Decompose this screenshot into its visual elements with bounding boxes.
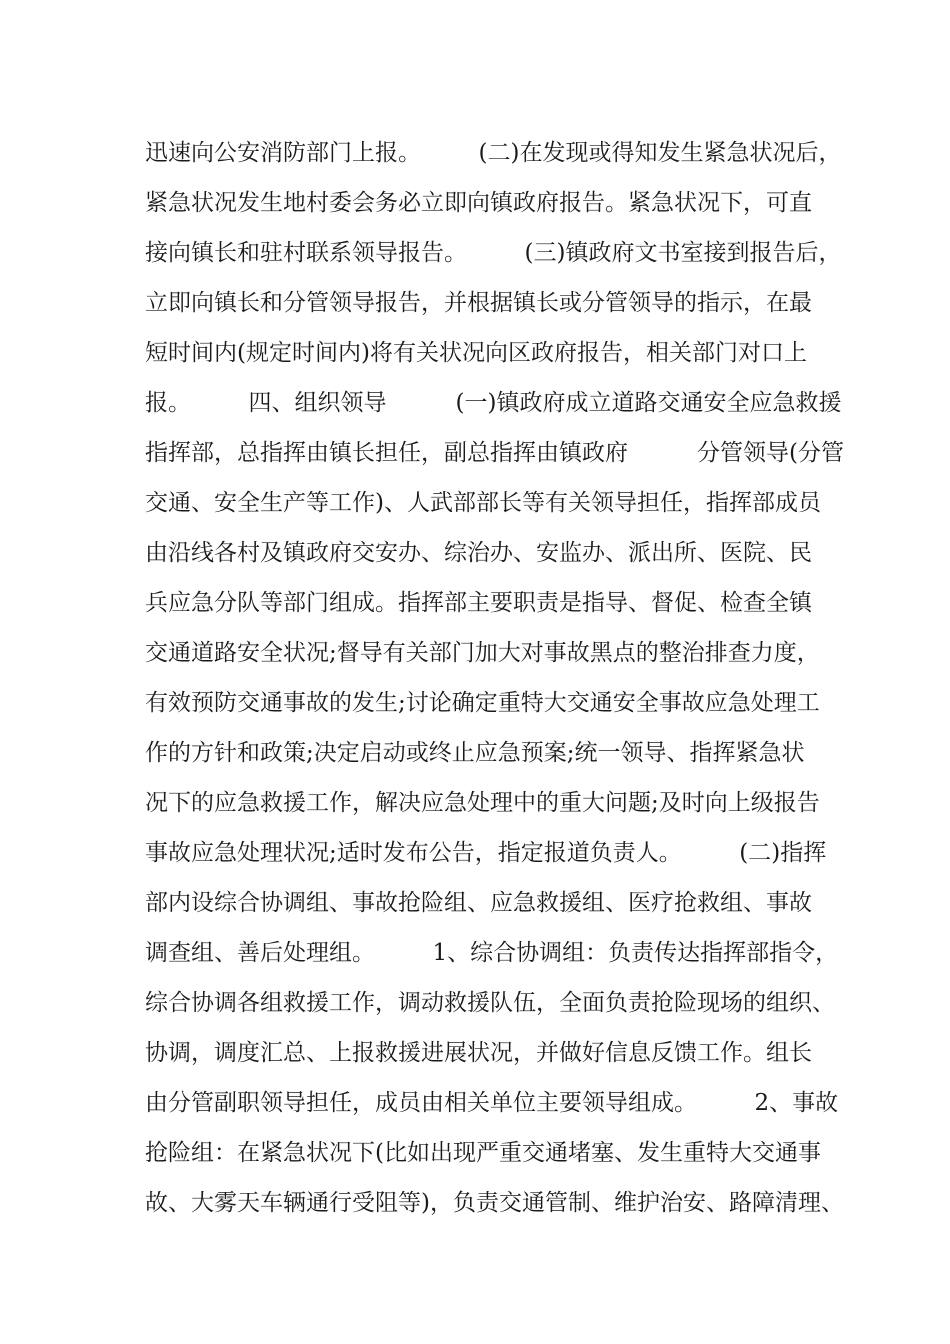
text-line: 立即向镇长和分管领导报告，并根据镇长或分管领导的指示，在最: [145, 290, 812, 316]
text-line: 由分管副职领导担任，成员由相关单位主要领导组成。 2、事故: [145, 1090, 839, 1116]
text-line: 协调，调度汇总、上报救援进展状况，并做好信息反馈工作。组长: [145, 1040, 812, 1066]
text-line: 交通道路安全状况;督导有关部门加大对事故黑点的整治排查力度，: [145, 640, 820, 666]
text-line: 作的方针和政策;决定启动或终止应急预案;统一领导、指挥紧急状: [145, 740, 805, 766]
text-line: 接向镇长和驻村联系领导报告。 (三)镇政府文书室接到报告后，: [145, 240, 842, 266]
text-line: 交通、安全生产等工作)、人武部部长等有关领导担任，指挥部成员: [145, 490, 821, 516]
text-line: 事故应急处理状况;适时发布公告，指定报道负责人。 (二)指挥: [145, 840, 827, 866]
text-line: 短时间内(规定时间内)将有关状况向区政府报告，相关部门对口上: [145, 340, 807, 366]
text-line: 有效预防交通事故的发生;讨论确定重特大交通安全事故应急处理工: [145, 690, 820, 716]
text-line: 综合协调各组救援工作，调动救援队伍，全面负责抢险现场的组织、: [145, 990, 835, 1016]
text-line: 抢险组：在紧急状况下(比如出现严重交通堵塞、发生重特大交通事: [145, 1140, 821, 1166]
text-line: 兵应急分队等部门组成。指挥部主要职责是指导、督促、检查全镇: [145, 590, 812, 616]
text-line: 故、大雾天车辆通行受阻等)，负责交通管制、维护治安、路障清理、: [145, 1190, 844, 1216]
text-line: 况下的应急救援工作，解决应急处理中的重大问题;及时向上级报告: [145, 790, 820, 816]
text-line: 迅速向公安消防部门上报。 (二)在发现或得知发生紧急状况后，: [145, 140, 842, 166]
text-line: 部内设综合协调组、事故抢险组、应急救援组、医疗抢救组、事故: [145, 890, 812, 916]
text-line: 紧急状况发生地村委会务必立即向镇政府报告。紧急状况下，可直: [145, 190, 812, 216]
body-text: [145, 128, 844, 1228]
text-line: 由沿线各村及镇政府交安办、综治办、安监办、派出所、医院、民: [145, 540, 812, 566]
text-line: 报。 四、组织领导 (一)镇政府成立道路交通安全应急救援: [145, 390, 842, 416]
text-line: 调查组、善后处理组。 1、综合协调组：负责传达指挥部指令，: [145, 940, 839, 966]
text-line: 指挥部，总指挥由镇长担任，副总指挥由镇政府 分管领导(分管: [145, 440, 844, 466]
